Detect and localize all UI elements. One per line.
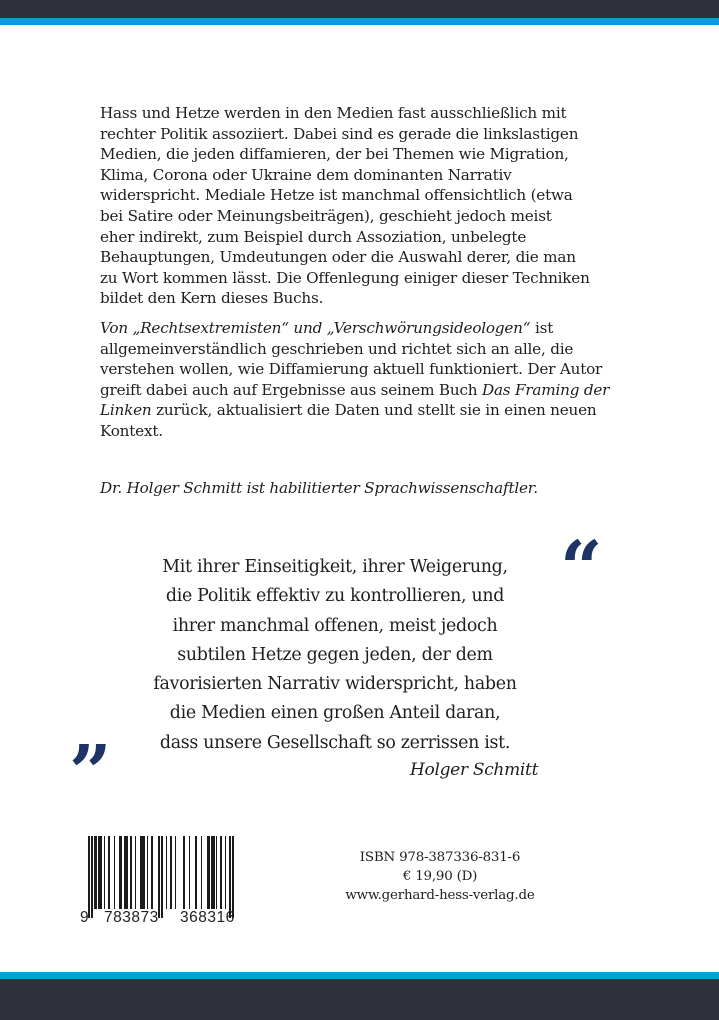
barcode-digits-group-1: 783873 <box>104 909 159 926</box>
barcode-bar <box>220 836 222 909</box>
barcode-bar <box>170 836 172 909</box>
quote-line: subtilen Hetze gegen jeden, der dem <box>177 644 493 665</box>
referenced-book-title: Linken <box>100 401 152 420</box>
pull-quote <box>120 553 550 758</box>
quote-author: Holger Schmitt <box>410 760 539 780</box>
barcode-bar <box>135 836 136 909</box>
top-blue-stripe <box>0 18 719 25</box>
barcode-bar <box>108 836 110 909</box>
close-quote-icon: ” <box>69 730 112 816</box>
barcode-bar <box>175 836 176 909</box>
blurb-line: bildet den Kern dieses Buchs. <box>100 289 324 308</box>
blurb-line: zu Wort kommen lässt. Die Offenlegung einiger dieser Techniken <box>100 268 590 287</box>
open-quote-icon: “ <box>560 526 603 612</box>
publisher-website[interactable]: www.gerhard-hess-verlag.de <box>345 887 535 903</box>
blurb-line: Hass und Hetze werden in den Medien fast ausschließlich mit <box>100 104 567 122</box>
barcode-bar <box>216 836 217 909</box>
barcode-bar <box>119 836 122 909</box>
quote-line: favorisierten Narrativ widerspricht, haben <box>153 674 517 695</box>
blurb-line: widerspricht. Mediale Hetze ist manchmal offensichtlich (etwa <box>100 186 573 205</box>
blurb-line: rechter Politik assoziiert. Dabei sind es gerade die linkslastigen <box>100 124 579 143</box>
quote-line: dass unsere Gesellschaft so zerrissen ist. <box>159 732 511 753</box>
blurb-text: ist <box>530 319 554 337</box>
quote-line: Mit ihrer Einseitigkeit, ihrer Weigerung, <box>162 557 508 577</box>
barcode-bar <box>229 836 231 918</box>
barcode-bar <box>94 836 97 909</box>
quote-line: die Politik effektiv zu kontrollieren, und <box>165 586 505 607</box>
blurb-line: verstehen wollen, wie Diffamierung aktuell funktioniert. Der Autor <box>100 360 603 379</box>
isbn-barcode <box>80 836 260 926</box>
barcode-bar <box>207 836 210 909</box>
barcode-bar <box>104 836 105 909</box>
book-title: Von „Rechtsextremisten“ und „Verschwörungsideologen“ <box>100 319 531 337</box>
blurb-line: Medien, die jeden diffamieren, der bei Themen wie Migration, <box>100 145 569 164</box>
barcode-bar <box>114 836 115 909</box>
barcode-bar <box>91 836 93 918</box>
blurb-paragraph-1 <box>100 103 610 309</box>
barcode-bar <box>147 836 148 909</box>
barcode-bar <box>158 836 160 918</box>
quote-line: ihrer manchmal offenen, meist jedoch <box>172 615 498 636</box>
blurb-line: bei Satire oder Meinungsbeiträgen), geschieht jedoch meist <box>100 206 552 225</box>
blurb-line: Behauptungen, Umdeutungen oder die Auswahl derer, die man <box>100 248 576 267</box>
barcode-bar <box>225 836 226 909</box>
barcode-bar <box>189 836 190 909</box>
barcode-bar <box>161 836 163 918</box>
barcode-bar <box>124 836 128 909</box>
blurb-line: eher indirekt, zum Beispiel durch Assoziation, unbelegte <box>100 227 527 246</box>
price: € 19,90 (D) <box>402 868 478 884</box>
blurb-text: greift dabei auch auf Ergebnisse aus seinem Buch <box>100 380 482 399</box>
author-note: Dr. Holger Schmitt ist habilitierter Sprachwissenschaftler. <box>100 479 538 497</box>
barcode-bar <box>195 836 197 909</box>
isbn: ISBN 978-387336-831-6 <box>359 850 521 865</box>
barcode-bar <box>232 836 234 918</box>
publisher-info <box>320 849 560 905</box>
referenced-book-title: Das Framing der <box>481 380 610 399</box>
blurb-line: allgemeinverständlich geschrieben und richtet sich an alle, die <box>100 339 574 358</box>
blurb-paragraph-2 <box>100 318 610 442</box>
barcode-bar <box>98 836 102 909</box>
barcode-bar <box>140 836 145 909</box>
barcode-bar <box>201 836 202 909</box>
quote-line: die Medien einen großen Anteil daran, <box>169 703 501 724</box>
bottom-dark-band <box>0 979 719 1020</box>
top-dark-band <box>0 0 719 18</box>
bottom-blue-stripe <box>0 972 719 979</box>
barcode-bar <box>183 836 185 909</box>
blurb-line: Kontext. <box>100 421 163 440</box>
barcode-digits-group-2: 368316 <box>180 909 235 926</box>
barcode-first-digit: 9 <box>80 909 90 926</box>
barcode-bar <box>166 836 167 909</box>
blurb-line: Klima, Corona oder Ukraine dem dominanten Narrativ <box>100 165 512 184</box>
barcode-bar <box>211 836 215 909</box>
barcode-bar <box>130 836 132 909</box>
barcode-bar <box>151 836 153 909</box>
blurb-text: zurück, aktualisiert die Daten und stellt sie in einen neuen <box>151 401 597 420</box>
barcode-bar <box>88 836 90 918</box>
